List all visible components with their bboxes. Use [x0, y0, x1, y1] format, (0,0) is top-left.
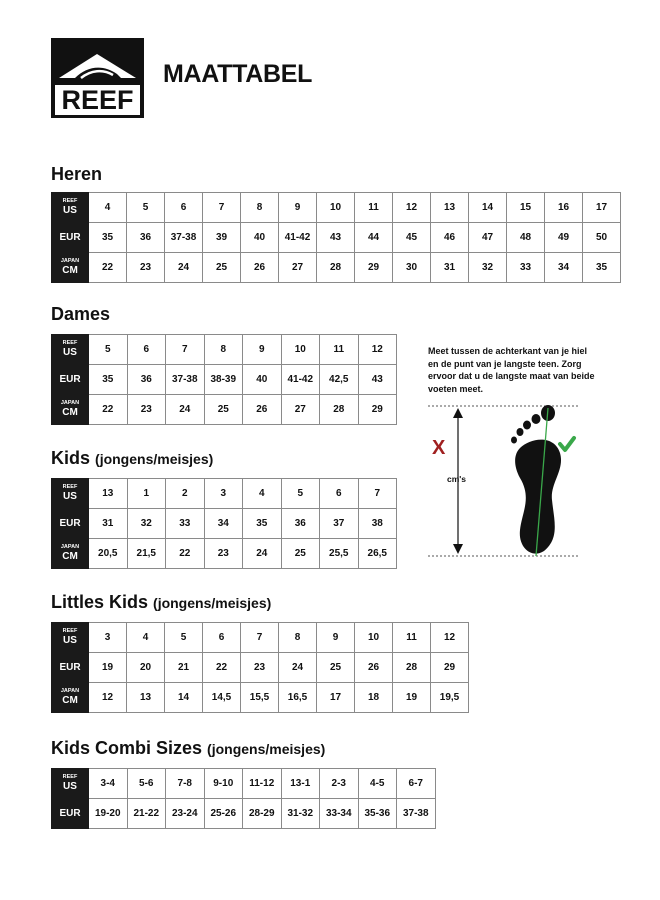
row-header-label: EUR: [59, 661, 81, 673]
table-cell: 9-10: [204, 769, 243, 799]
table-row: [52, 395, 397, 425]
table-cell: 39: [203, 223, 241, 253]
row-header-small: REEF: [62, 774, 78, 781]
size-table-combi: [51, 768, 436, 829]
row-header: [52, 223, 89, 253]
section-title-dames: [51, 304, 110, 325]
table-cell: 20,5: [89, 539, 128, 569]
table-cell: 5: [165, 623, 203, 653]
table-cell: 9: [279, 193, 317, 223]
table-cell: 17: [317, 683, 355, 713]
page-title: MAATTABEL: [163, 60, 313, 88]
table-cell: 16: [545, 193, 583, 223]
table-cell: 48: [507, 223, 545, 253]
section-subtitle: (jongens/meisjes): [153, 595, 272, 611]
row-header-label: EUR: [59, 231, 81, 243]
table-cell: 13: [89, 479, 128, 509]
table-cell: 6: [203, 623, 241, 653]
table-cell: 12: [89, 683, 127, 713]
row-header-small: JAPAN: [60, 258, 80, 265]
row-header-label: EUR: [59, 807, 81, 819]
section-subtitle: (jongens/meisjes): [207, 741, 326, 757]
row-header: [52, 683, 89, 713]
table-row: [52, 623, 469, 653]
table-cell: 6: [165, 193, 203, 223]
measure-instructions: Meet tussen de achterkant van je hiel en de punt van je langste teen. Zorg ervoor dat u de langste maat van beide voeten meet.: [428, 346, 595, 394]
row-header-label: EUR: [59, 373, 81, 385]
table-cell: 37-38: [397, 799, 436, 829]
table-cell: 22: [89, 253, 127, 283]
table-cell: 32: [127, 509, 166, 539]
table-cell: 25,5: [320, 539, 359, 569]
table-cell: 8: [204, 335, 243, 365]
row-header-small: JAPAN: [60, 400, 80, 407]
table-cell: 31: [431, 253, 469, 283]
table-cell: 22: [166, 539, 205, 569]
table-cell: 31-32: [281, 799, 320, 829]
table-cell: 35: [243, 509, 282, 539]
row-header-label: CM: [62, 406, 78, 418]
table-cell: 29: [355, 253, 393, 283]
row-header: [52, 539, 89, 569]
table-cell: 12: [431, 623, 469, 653]
row-header: [52, 653, 89, 683]
table-cell: 9: [317, 623, 355, 653]
table-cell: 40: [243, 365, 282, 395]
row-header-label: US: [63, 204, 77, 216]
table-cell: 10: [317, 193, 355, 223]
table-cell: 6-7: [397, 769, 436, 799]
table-cell: 27: [281, 395, 320, 425]
section-title-text: Littles Kids: [51, 592, 149, 612]
row-header: [52, 479, 89, 509]
wave-logo-icon: [51, 42, 144, 86]
table-row: [52, 479, 397, 509]
table-cell: 23: [241, 653, 279, 683]
table-cell: 21: [165, 653, 203, 683]
table-cell: 7: [166, 335, 205, 365]
table-cell: 23-24: [166, 799, 205, 829]
size-table-heren: [51, 192, 621, 283]
table-cell: 43: [317, 223, 355, 253]
table-cell: 46: [431, 223, 469, 253]
row-header-small: JAPAN: [60, 544, 80, 551]
table-cell: 22: [89, 395, 128, 425]
table-row: [52, 223, 621, 253]
table-cell: 8: [241, 193, 279, 223]
section-title-heren: [51, 164, 102, 185]
row-header-small: REEF: [62, 628, 78, 635]
table-cell: 42,5: [320, 365, 359, 395]
table-cell: 24: [243, 539, 282, 569]
table-cell: 4: [89, 193, 127, 223]
table-cell: 2: [166, 479, 205, 509]
table-cell: 50: [583, 223, 621, 253]
row-header-label: CM: [62, 694, 78, 706]
table-cell: 11: [320, 335, 359, 365]
table-cell: 21-22: [127, 799, 166, 829]
table-cell: 15: [507, 193, 545, 223]
table-cell: 23: [204, 539, 243, 569]
table-cell: 23: [127, 253, 165, 283]
table-cell: 13: [431, 193, 469, 223]
table-cell: 38-39: [204, 365, 243, 395]
row-header-label: US: [63, 490, 77, 502]
table-cell: 28-29: [243, 799, 282, 829]
table-cell: 5: [127, 193, 165, 223]
table-cell: 12: [393, 193, 431, 223]
table-cell: 14: [469, 193, 507, 223]
table-cell: 41-42: [279, 223, 317, 253]
table-cell: 24: [166, 395, 205, 425]
table-cell: 8: [279, 623, 317, 653]
table-cell: 19-20: [89, 799, 128, 829]
table-cell: 13: [127, 683, 165, 713]
table-cell: 35: [583, 253, 621, 283]
table-cell: 12: [358, 335, 397, 365]
table-cell: 25: [204, 395, 243, 425]
table-cell: 26: [355, 653, 393, 683]
table-cell: 43: [358, 365, 397, 395]
row-header-label: US: [63, 780, 77, 792]
size-table-littles: [51, 622, 469, 713]
table-cell: 6: [320, 479, 359, 509]
table-row: [52, 509, 397, 539]
section-title-littles: [51, 592, 271, 613]
table-cell: 45: [393, 223, 431, 253]
table-cell: 26: [241, 253, 279, 283]
table-cell: 35: [89, 223, 127, 253]
table-row: [52, 653, 469, 683]
table-cell: 5: [281, 479, 320, 509]
row-header-small: REEF: [62, 340, 78, 347]
section-title-text: Heren: [51, 164, 103, 184]
table-cell: 29: [358, 395, 397, 425]
row-header-small: REEF: [62, 484, 78, 491]
row-header-label: US: [63, 634, 77, 646]
table-cell: 25: [317, 653, 355, 683]
table-row: [52, 799, 436, 829]
section-title-kids: [51, 448, 213, 469]
table-cell: 4: [243, 479, 282, 509]
table-cell: 37-38: [165, 223, 203, 253]
table-cell: 33: [166, 509, 205, 539]
row-header-label: EUR: [59, 517, 81, 529]
table-cell: 14,5: [203, 683, 241, 713]
row-header: [52, 395, 89, 425]
section-title-text: Dames: [51, 304, 111, 324]
section-title-combi: [51, 738, 325, 759]
table-cell: 44: [355, 223, 393, 253]
table-cell: 16,5: [279, 683, 317, 713]
table-cell: 10: [281, 335, 320, 365]
table-cell: 24: [165, 253, 203, 283]
table-cell: 37: [320, 509, 359, 539]
table-cell: 35-36: [358, 799, 397, 829]
table-cell: 28: [320, 395, 359, 425]
table-cell: 49: [545, 223, 583, 253]
row-header-small: JAPAN: [60, 688, 80, 695]
table-cell: 34: [545, 253, 583, 283]
table-row: [52, 365, 397, 395]
unit-label: cm's: [447, 474, 467, 484]
table-cell: 19,5: [431, 683, 469, 713]
table-cell: 38: [358, 509, 397, 539]
table-row: [52, 193, 621, 223]
table-cell: 11-12: [243, 769, 282, 799]
table-cell: 33: [507, 253, 545, 283]
table-cell: 23: [127, 395, 166, 425]
section-title-text: Kids: [51, 448, 91, 468]
logo-text: REEF: [55, 85, 140, 115]
table-row: [52, 683, 469, 713]
table-cell: 11: [393, 623, 431, 653]
row-header: [52, 335, 89, 365]
row-header: [52, 623, 89, 653]
table-cell: 36: [281, 509, 320, 539]
table-cell: 1: [127, 479, 166, 509]
table-cell: 40: [241, 223, 279, 253]
table-cell: 25: [203, 253, 241, 283]
table-cell: 36: [127, 365, 166, 395]
row-header-label: US: [63, 346, 77, 358]
table-cell: 36: [127, 223, 165, 253]
table-row: [52, 769, 436, 799]
reef-logo: [51, 38, 144, 118]
table-cell: 41-42: [281, 365, 320, 395]
table-cell: 28: [317, 253, 355, 283]
row-header: [52, 509, 89, 539]
table-cell: 25-26: [204, 799, 243, 829]
section-title-text: Kids Combi Sizes: [51, 738, 203, 758]
table-cell: 32: [469, 253, 507, 283]
foot-icon: [511, 405, 561, 554]
table-cell: 34: [204, 509, 243, 539]
table-row: [52, 539, 397, 569]
table-cell: 26: [243, 395, 282, 425]
table-cell: 10: [355, 623, 393, 653]
row-header: [52, 193, 89, 223]
table-row: [52, 253, 621, 283]
table-cell: 3: [204, 479, 243, 509]
table-cell: 29: [431, 653, 469, 683]
table-cell: 2-3: [320, 769, 359, 799]
table-cell: 21,5: [127, 539, 166, 569]
table-cell: 19: [89, 653, 127, 683]
table-cell: 5: [89, 335, 128, 365]
table-cell: 4-5: [358, 769, 397, 799]
table-cell: 7-8: [166, 769, 205, 799]
x-mark: X: [432, 437, 446, 459]
table-cell: 3-4: [89, 769, 128, 799]
row-header: [52, 769, 89, 799]
table-cell: 7: [241, 623, 279, 653]
table-cell: 30: [393, 253, 431, 283]
table-cell: 47: [469, 223, 507, 253]
table-cell: 15,5: [241, 683, 279, 713]
table-cell: 14: [165, 683, 203, 713]
table-cell: 37-38: [166, 365, 205, 395]
table-cell: 28: [393, 653, 431, 683]
size-table-kids: [51, 478, 397, 569]
foot-measure-diagram: [420, 398, 590, 563]
table-cell: 33-34: [320, 799, 359, 829]
table-cell: 3: [89, 623, 127, 653]
size-table-dames: [51, 334, 397, 425]
table-cell: 7: [203, 193, 241, 223]
table-cell: 17: [583, 193, 621, 223]
row-header: [52, 253, 89, 283]
table-cell: 25: [281, 539, 320, 569]
table-cell: 11: [355, 193, 393, 223]
row-header-small: REEF: [62, 198, 78, 205]
table-cell: 5-6: [127, 769, 166, 799]
table-cell: 18: [355, 683, 393, 713]
table-cell: 31: [89, 509, 128, 539]
table-cell: 9: [243, 335, 282, 365]
table-cell: 13-1: [281, 769, 320, 799]
table-cell: 4: [127, 623, 165, 653]
table-cell: 26,5: [358, 539, 397, 569]
table-cell: 35: [89, 365, 128, 395]
table-cell: 24: [279, 653, 317, 683]
table-cell: 19: [393, 683, 431, 713]
table-cell: 22: [203, 653, 241, 683]
row-header-label: CM: [62, 264, 78, 276]
table-cell: 20: [127, 653, 165, 683]
row-header: [52, 799, 89, 829]
check-icon: [560, 438, 574, 450]
table-cell: 7: [358, 479, 397, 509]
table-cell: 27: [279, 253, 317, 283]
row-header: [52, 365, 89, 395]
table-cell: 6: [127, 335, 166, 365]
table-row: [52, 335, 397, 365]
row-header-label: CM: [62, 550, 78, 562]
section-subtitle: (jongens/meisjes): [95, 451, 214, 467]
